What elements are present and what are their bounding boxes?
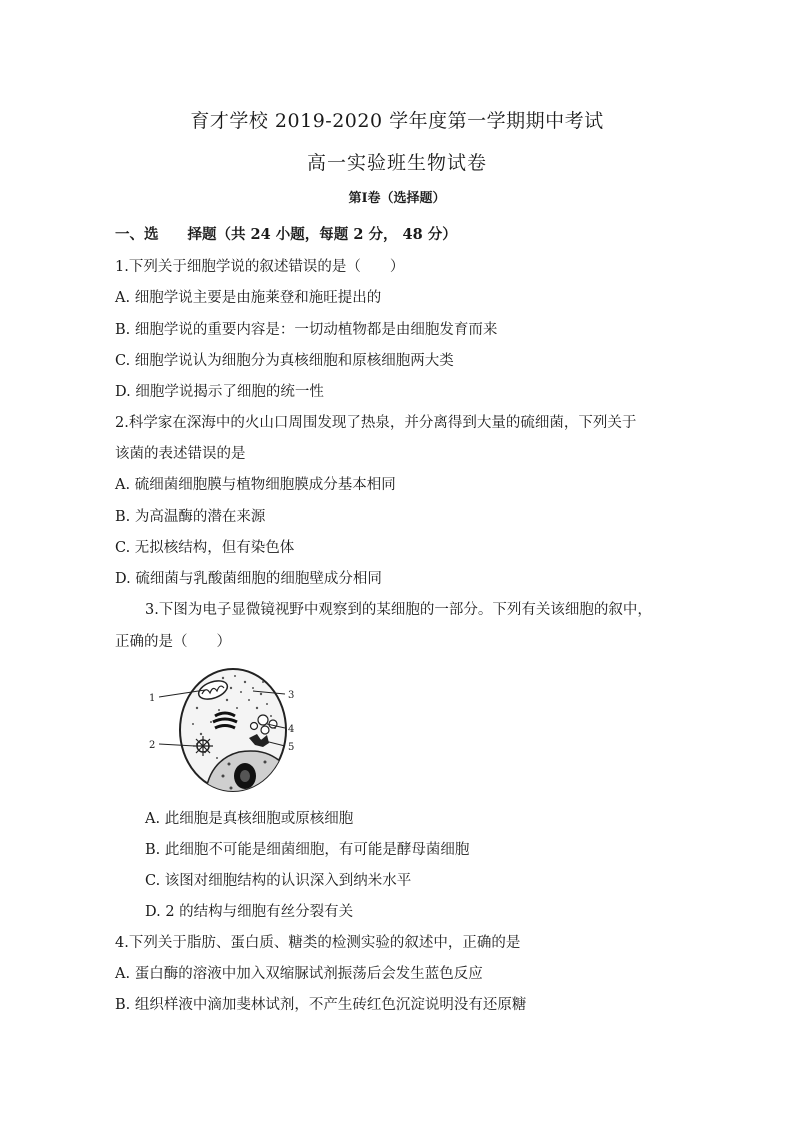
question-3-option-a: A. 此细胞是真核细胞或原核细胞: [145, 811, 354, 827]
question-2-option-a: A. 硫细菌细胞膜与植物细胞膜成分基本相同: [115, 477, 396, 493]
volume-title: 第Ⅰ卷（选择题）: [348, 191, 446, 206]
question-2-stem-line-2: 该菌的表述错误的是: [115, 446, 246, 462]
question-3-option-d: D. 2 的结构与细胞有丝分裂有关: [145, 904, 354, 920]
figure-label-5: 5: [288, 742, 295, 753]
question-1-option-d: D. 细胞学说揭示了细胞的统一性: [115, 384, 324, 400]
question-2-stem-line-1: 2.科学家在深海中的火山口周围发现了热泉，并分离得到大量的硫细菌，下列关于: [115, 415, 637, 431]
question-1-option-a: A. 细胞学说主要是由施莱登和施旺提出的: [115, 290, 382, 306]
question-3-option-c: C. 该图对细胞结构的认识深入到纳米水平: [145, 873, 412, 889]
question-2-option-d: D. 硫细菌与乳酸菌细胞的细胞壁成分相同: [115, 571, 382, 587]
question-4-option-a: A. 蛋白酶的溶液中加入双缩脲试剂振荡后会发生蓝色反应: [115, 966, 483, 982]
question-1-option-b: B. 细胞学说的重要内容是：一切动植物都是由细胞发育而来: [115, 322, 498, 338]
question-1-option-c: C. 细胞学说认为细胞分为真核细胞和原核细胞两大类: [115, 353, 454, 369]
exam-subject-title: 高一实验班生物试卷: [306, 152, 487, 174]
question-4-option-b: B. 组织样液中滴加斐林试剂，不产生砖红色沉淀说明没有还原糖: [115, 997, 527, 1013]
section-heading: 一、选 择题（共 24 小题，每题 2 分， 48 分）: [115, 226, 457, 243]
figure-label-4: 4: [288, 724, 295, 735]
centriole: [193, 736, 213, 756]
figure-label-2: 2: [149, 740, 156, 751]
school-exam-title: 育才学校 2019-2020 学年度第一学期期中考试: [190, 110, 604, 132]
question-4-stem: 4.下列关于脂肪、蛋白质、糖类的检测实验的叙述中，正确的是: [115, 935, 521, 951]
question-1-stem: 1.下列关于细胞学说的叙述错误的是（ ）: [115, 259, 405, 275]
figure-label-3: 3: [288, 690, 295, 701]
figure-label-1: 1: [149, 693, 156, 704]
question-2-option-c: C. 无拟核结构，但有染色体: [115, 540, 295, 556]
question-2-option-b: B. 为高温酶的潜在来源: [115, 509, 266, 525]
question-3-stem-line-2: 正确的是（ ）: [115, 634, 231, 650]
question-3-option-b: B. 此细胞不可能是细菌细胞，有可能是酵母菌细胞: [145, 842, 470, 858]
cell-electron-micrograph: [145, 664, 305, 794]
question-3-stem-line-1: 3.下图为电子显微镜视野中观察到的某细胞的一部分。下列有关该细胞的叙中，: [145, 602, 652, 618]
